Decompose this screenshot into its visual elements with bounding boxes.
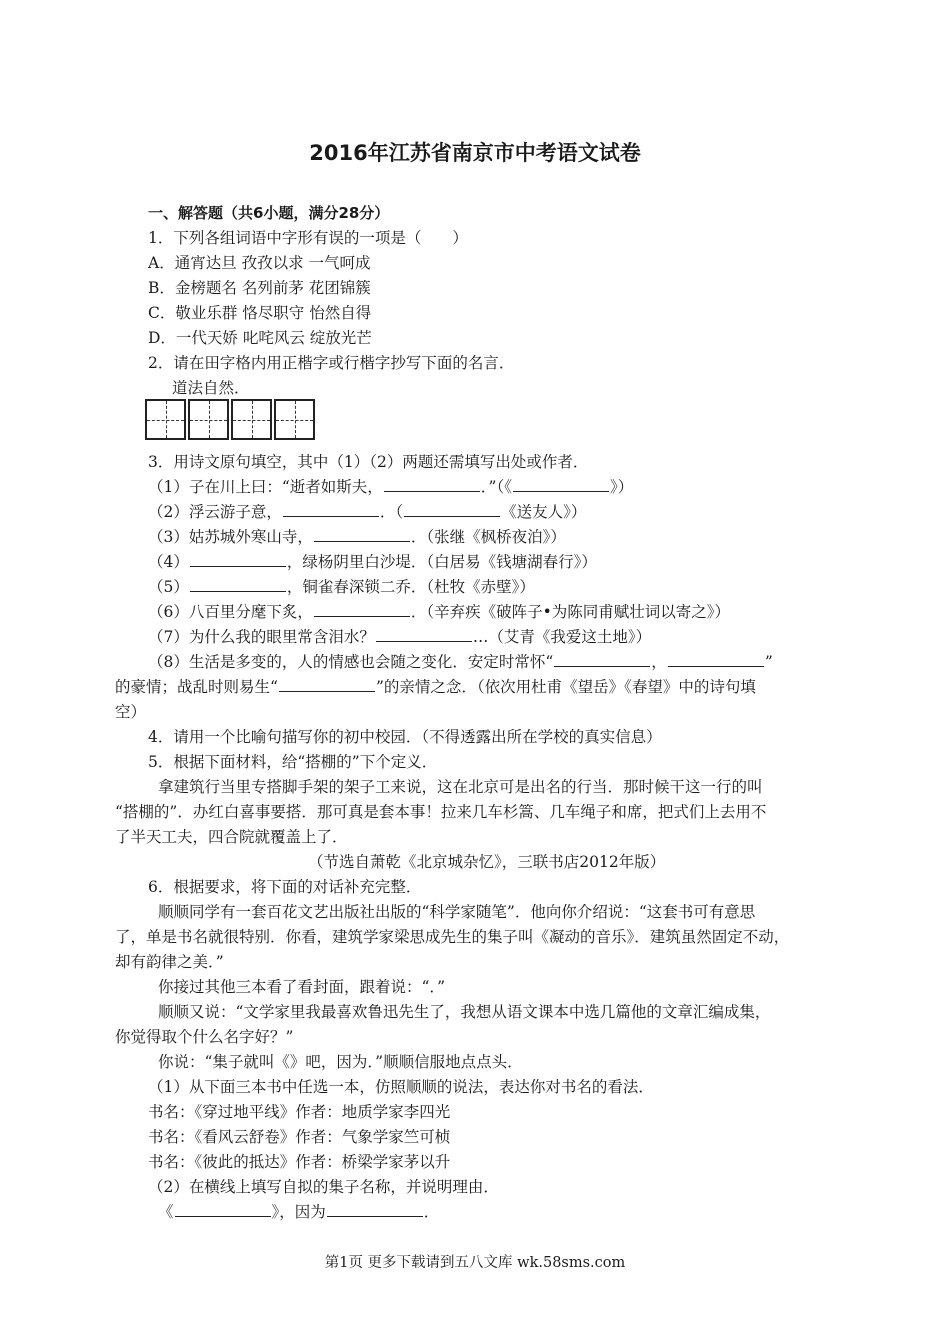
q6-paragraph: 你觉得取个什么名字好？” — [115, 1028, 294, 1046]
q3-item-2 — [148, 502, 586, 522]
q3-4-text-a: （4） — [148, 553, 189, 571]
tianzige-cell[interactable] — [188, 399, 229, 440]
q6-paragraph: 顺顺同学有一套百花文艺出版社出版的“科学家随笔”．他向你介绍说：“这套书可有意思 — [158, 903, 756, 921]
q3-item-7 — [148, 627, 651, 647]
answer-blank[interactable] — [327, 1202, 423, 1217]
tianzige-cell[interactable] — [274, 399, 315, 440]
q3-item-8-cont — [115, 677, 756, 697]
answer-blank[interactable] — [668, 652, 764, 667]
answer-blank[interactable] — [404, 502, 500, 517]
answer-blank[interactable] — [554, 652, 650, 667]
answer-blank[interactable] — [314, 602, 410, 617]
book-item: 书名：《看风云舒卷》作者：气象学家竺可桢 — [148, 1128, 451, 1146]
q6-paragraph: 你说：“集子就叫《》吧，因为．”顺顺信服地点点头． — [158, 1053, 523, 1071]
tianzige-cell[interactable] — [145, 399, 186, 440]
answer-blank[interactable] — [190, 577, 286, 592]
question-2: 2．请在田字格内用正楷字或行楷字抄写下面的名言． — [148, 354, 515, 372]
q3-1-text-a: （1）子在川上曰：“逝者如斯夫， — [148, 478, 383, 496]
answer-blank[interactable] — [283, 502, 379, 517]
q6-2-text-a: 《 — [158, 1203, 174, 1221]
q6-answer-line — [158, 1202, 439, 1222]
q3-3-text-a: （3）姑苏城外寒山寺， — [148, 528, 313, 546]
q3-item-3 — [148, 527, 566, 547]
q3-8-text-b: ， — [651, 653, 667, 671]
tianzige-grid[interactable] — [145, 399, 317, 440]
question-3: 3．用诗文原句填空，其中（1）（2）两题还需填写出处或作者． — [148, 453, 589, 471]
q3-7-text-a: （7）为什么我的眼里常含泪水？ — [148, 628, 375, 646]
q3-7-text-b: …（艾青《我爱这土地》） — [472, 628, 652, 646]
q6-2-text-c: ． — [423, 1203, 440, 1221]
q5-paragraph: 拿建筑行当里专搭脚手架的架子工来说，这在北京可是出名的行当．那时候干这一行的叫 — [158, 778, 763, 796]
q6-paragraph: 你接过其他三本看了看封面，跟着说：“．” — [158, 978, 446, 996]
q3-2-text-c: 《送友人》） — [501, 503, 587, 521]
q3-item-8 — [148, 652, 773, 672]
question-6: 6．根据要求，将下面的对话补充完整． — [148, 878, 422, 896]
q3-item-6 — [148, 602, 730, 622]
q5-paragraph: “搭棚的”．办红白喜事要搭．那可真是套本事！拉来几车杉篙、几车绳子和席，把式们上去用不 — [115, 803, 767, 821]
book-item: 书名：《穿过地平线》作者：地质学家李四光 — [148, 1103, 451, 1121]
q3-item-5 — [148, 577, 535, 597]
option-d: D．一代天娇 叱咤风云 绽放光芒 — [148, 329, 372, 347]
q5-source: （节选自萧乾《北京城杂忆》，三联书店2012年版） — [308, 853, 666, 871]
q3-8-text-a: （8）生活是多变的，人的情感也会随之变化．安定时常怀“ — [148, 653, 554, 671]
question-1: 1．下列各组词语中字形有误的一项是（ ） — [148, 229, 468, 247]
q6-paragraph: 顺顺又说：“文学家里我最喜欢鲁迅先生了，我想从语文课本中选几篇他的文章汇编成集， — [158, 1003, 771, 1021]
q6-subquestion-2: （2）在横线上填写自拟的集子名称，并说明理由． — [148, 1178, 499, 1196]
q3-5-text-a: （5） — [148, 578, 189, 596]
q3-8-text-d: 的豪情；战乱时则易生“ — [115, 678, 278, 696]
q3-2-text-b: ．（ — [379, 503, 404, 521]
q3-5-text-b: ，铜雀春深锁二乔．（杜牧《赤壁》） — [286, 578, 535, 596]
question-5: 5．根据下面材料，给“搭棚的”下个定义． — [148, 753, 438, 771]
answer-blank[interactable] — [384, 477, 480, 492]
q6-paragraph: 却有韵律之美．” — [115, 953, 224, 971]
answer-blank[interactable] — [190, 552, 286, 567]
page-footer: 第1页 更多下载请到五八文库 wk.58sms.com — [324, 1255, 626, 1271]
q3-4-text-b: ，绿杨阴里白沙堤．（白居易《钱塘湖春行》） — [286, 553, 597, 571]
answer-blank[interactable] — [314, 527, 410, 542]
q6-paragraph: 了，单是书名就很特别．你看，建筑学家梁思成先生的集子叫《凝动的音乐》．建筑虽然固定不动， — [115, 928, 790, 946]
q3-2-text-a: （2）浮云游子意， — [148, 503, 282, 521]
q3-3-text-b: ．（张继《枫桥夜泊》） — [410, 528, 566, 546]
q3-1-text-c: 》） — [609, 478, 634, 496]
tianzige-cell[interactable] — [231, 399, 272, 440]
answer-blank[interactable] — [376, 627, 472, 642]
book-item: 书名：《彼此的抵达》作者：桥梁学家茅以升 — [148, 1153, 451, 1171]
option-a: A．通宵达旦 孜孜以求 一气呵成 — [148, 254, 371, 272]
page-title: 2016年江苏省南京市中考语文试卷 — [309, 141, 641, 165]
q3-8-text-e: ”的亲情之念．（依次用杜甫《望岳》《春望》中的诗句填 — [375, 678, 756, 696]
section-heading: 一、解答题（共6小题，满分28分） — [148, 204, 390, 222]
quote-text: 道法自然． — [172, 379, 250, 397]
q6-subquestion-1: （1）从下面三本书中任选一本，仿照顺顺的说法，表达你对书名的看法． — [148, 1078, 654, 1096]
q5-paragraph: 了半天工夫，四合院就覆盖上了． — [115, 828, 348, 846]
answer-blank[interactable] — [279, 677, 375, 692]
q3-item-8-end: 空） — [115, 703, 147, 721]
answer-blank[interactable] — [513, 477, 609, 492]
option-c: C．敬业乐群 恪尽职守 怡然自得 — [148, 304, 372, 322]
q3-item-4 — [148, 552, 597, 572]
q3-8-text-c: ” — [764, 653, 773, 671]
answer-blank[interactable] — [175, 1202, 271, 1217]
question-4: 4．请用一个比喻句描写你的初中校园．（不得透露出所在学校的真实信息） — [148, 728, 662, 746]
q3-6-text-a: （6）八百里分麾下炙， — [148, 603, 313, 621]
q3-6-text-b: ．（辛弃疾《破阵子•为陈同甫赋壮词以寄之》） — [410, 603, 731, 621]
q3-item-1 — [148, 477, 633, 497]
option-b: B．金榜题名 名列前茅 花团锦簇 — [148, 279, 371, 297]
q6-2-text-b: 》，因为 — [271, 1203, 326, 1221]
q3-1-text-b: ．”（《 — [480, 478, 512, 496]
